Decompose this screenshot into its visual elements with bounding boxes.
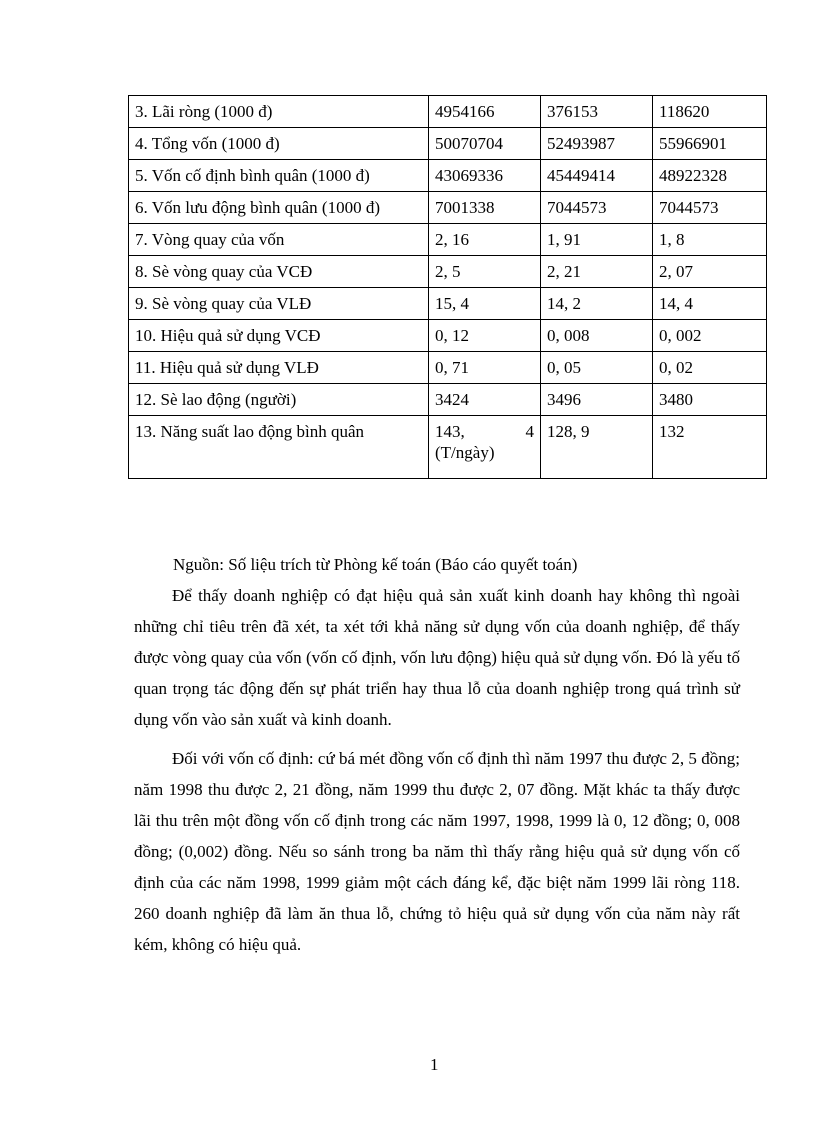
row-label: 3. Lãi ròng (1000 đ): [129, 96, 429, 128]
table-row: [129, 96, 767, 128]
value-1999: 1, 8: [653, 224, 767, 256]
row-label: 7. Vòng quay của vốn: [129, 224, 429, 256]
value-1998: 1, 91: [541, 224, 653, 256]
table-row: [129, 320, 767, 352]
source-note: Nguồn: Số liệu trích từ Phòng kế toán (Báo cáo quyết toán): [173, 555, 578, 574]
table-row: [129, 384, 767, 416]
row-label: 9. Sè vòng quay của VLĐ: [129, 288, 429, 320]
value-1998: 376153: [541, 96, 653, 128]
value-1997: 4954166: [429, 96, 541, 128]
value-1999: 14, 4: [653, 288, 767, 320]
financial-indicators-table: [128, 95, 767, 479]
value-1999: 48922328: [653, 160, 767, 192]
value-1998: 7044573: [541, 192, 653, 224]
value-1997: 2, 16: [429, 224, 541, 256]
value-1998: 3496: [541, 384, 653, 416]
table-row: [129, 256, 767, 288]
table-row: [129, 192, 767, 224]
value-1998: 128, 9: [541, 416, 653, 479]
table-row: [129, 416, 767, 479]
value-1997: 0, 71: [429, 352, 541, 384]
table-row: [129, 288, 767, 320]
row-label: 6. Vốn lưu động bình quân (1000 đ): [129, 192, 429, 224]
row-label: 12. Sè lao động (người): [129, 384, 429, 416]
value-1999: 3480: [653, 384, 767, 416]
value-1999: 132: [653, 416, 767, 479]
value-1998: 0, 05: [541, 352, 653, 384]
value-1998: 2, 21: [541, 256, 653, 288]
table-row: [129, 352, 767, 384]
value-1997-unit: (T/ngày): [435, 443, 495, 462]
value-1998: 14, 2: [541, 288, 653, 320]
value-1998: 52493987: [541, 128, 653, 160]
table-row: [129, 224, 767, 256]
body-paragraph: Đối với vốn cố định: cứ bá mét đồng vốn cố định thì năm 1997 thu được 2, 5 đồng; năm 1998 thu được 2, 21 đồng, năm 1999 thu được 2, 07 đồng. Mặt khác ta thấy được lãi thu trên một đồng vốn cố định trong các năm 1997, 1998, 1999 là 0, 12 đồng; 0, 008 đồng; (0,002) đồng. Nếu so sánh trong ba năm thì thấy rằng hiệu quả sử dụng vốn cố định của các năm 1998, 1999 giảm một cách đáng kể, đặc biệt năm 1999 lãi ròng 118. 260 doanh nghiệp đã làm ăn thua lỗ, chứng tỏ hiệu quả sử dụng vốn của năm này rất kém, không có hiệu quả.: [134, 749, 740, 954]
value-1997-part-2: 4: [525, 422, 534, 441]
value-1997: 3424: [429, 384, 541, 416]
row-label: 13. Năng suất lao động bình quân: [129, 416, 429, 479]
body-paragraph: Để thấy doanh nghiệp có đạt hiệu quả sản xuất kinh doanh hay không thì ngoài những chỉ tiêu trên đã xét, ta xét tới khả năng sử dụng vốn của doanh nghiệp, để thấy được vòng quay của vốn (vốn cố định, vốn lưu động) hiệu quả sử dụng vốn. Đó là yếu tố quan trọng tác động đến sự phát triển hay thua lỗ của doanh nghiệp trong quá trình sử dụng vốn vào sản xuất và kinh doanh.: [134, 586, 740, 729]
value-1998: 45449414: [541, 160, 653, 192]
value-1999: 0, 002: [653, 320, 767, 352]
value-1999: 2, 07: [653, 256, 767, 288]
value-1999: 55966901: [653, 128, 767, 160]
value-1999: 0, 02: [653, 352, 767, 384]
row-label: 11. Hiệu quả sử dụng VLĐ: [129, 352, 429, 384]
row-label: 10. Hiệu quả sử dụng VCĐ: [129, 320, 429, 352]
value-1997: [429, 416, 541, 479]
value-1997: 43069336: [429, 160, 541, 192]
row-label: 5. Vốn cố định bình quân (1000 đ): [129, 160, 429, 192]
page-number: 1: [430, 1055, 439, 1074]
value-1998: 0, 008: [541, 320, 653, 352]
value-1997-line-1: [435, 421, 534, 442]
value-1997: 7001338: [429, 192, 541, 224]
value-1997: 0, 12: [429, 320, 541, 352]
table-row: [129, 128, 767, 160]
value-1997-part-1: 143,: [435, 422, 465, 441]
value-1997: 2, 5: [429, 256, 541, 288]
value-1997: 15, 4: [429, 288, 541, 320]
row-label: 4. Tổng vốn (1000 đ): [129, 128, 429, 160]
row-label: 8. Sè vòng quay của VCĐ: [129, 256, 429, 288]
table-row: [129, 160, 767, 192]
value-1997: 50070704: [429, 128, 541, 160]
value-1999: 118620: [653, 96, 767, 128]
value-1999: 7044573: [653, 192, 767, 224]
